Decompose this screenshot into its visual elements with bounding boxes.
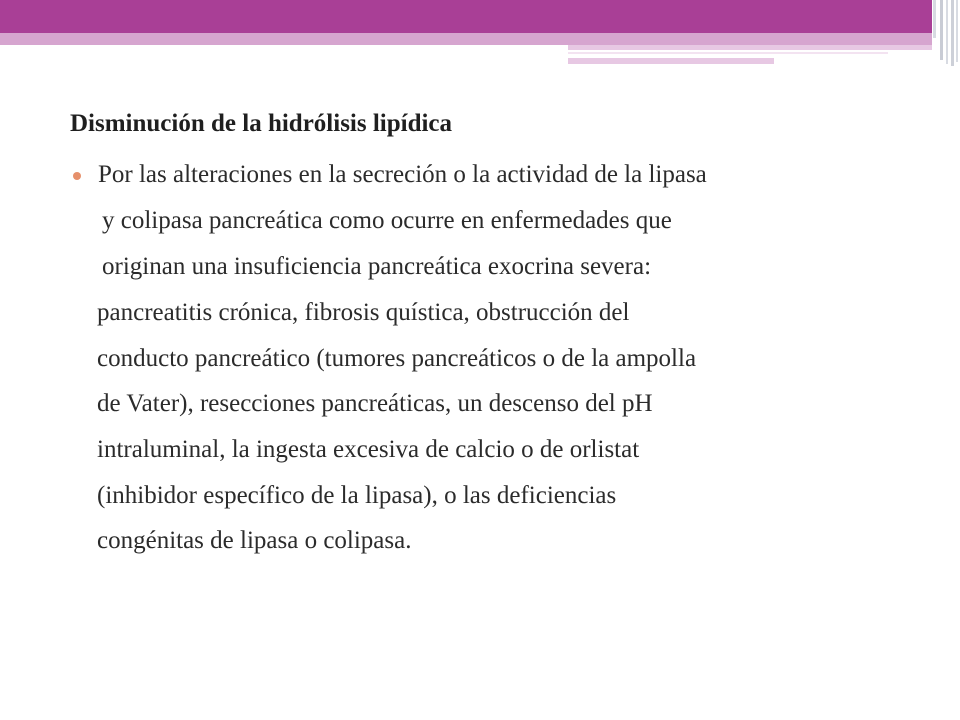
- corner-stripe: [933, 0, 936, 38]
- header-band-line: [568, 52, 888, 54]
- header-band-accent-short: [568, 58, 774, 64]
- bullet-text-line: intraluminal, la ingesta excesiva de calcio o de orlistat: [97, 436, 640, 463]
- corner-stripe: [956, 0, 958, 62]
- header-band-accent: [568, 45, 932, 50]
- bullet-text-line: Por las alteraciones en la secreción o la actividad de la lipasa: [98, 161, 707, 188]
- bullet-text-line: congénitas de lipasa o colipasa.: [97, 527, 412, 554]
- corner-stripe: [951, 0, 954, 66]
- corner-stripe: [940, 0, 943, 60]
- bullet-text-line: de Vater), resecciones pancreáticas, un descenso del pH: [97, 390, 653, 417]
- bullet-text-line: pancreatitis crónica, fibrosis quística, obstrucción del: [97, 299, 630, 326]
- header-band-light: [0, 33, 932, 45]
- header-band: [0, 0, 932, 33]
- bullet-text-line: originan una insuficiencia pancreática exocrina severa:: [102, 253, 652, 280]
- bullet-text-line: (inhibidor específico de la lipasa), o las deficiencias: [97, 482, 617, 509]
- bullet-text-line: y colipasa pancreática como ocurre en enfermedades que: [102, 207, 672, 234]
- bullet-dot-icon: [73, 172, 81, 180]
- corner-stripe: [946, 0, 948, 64]
- bullet-text-line: conducto pancreático (tumores pancreáticos o de la ampolla: [97, 345, 697, 372]
- slide-heading: Disminución de la hidrólisis lipídica: [70, 110, 453, 137]
